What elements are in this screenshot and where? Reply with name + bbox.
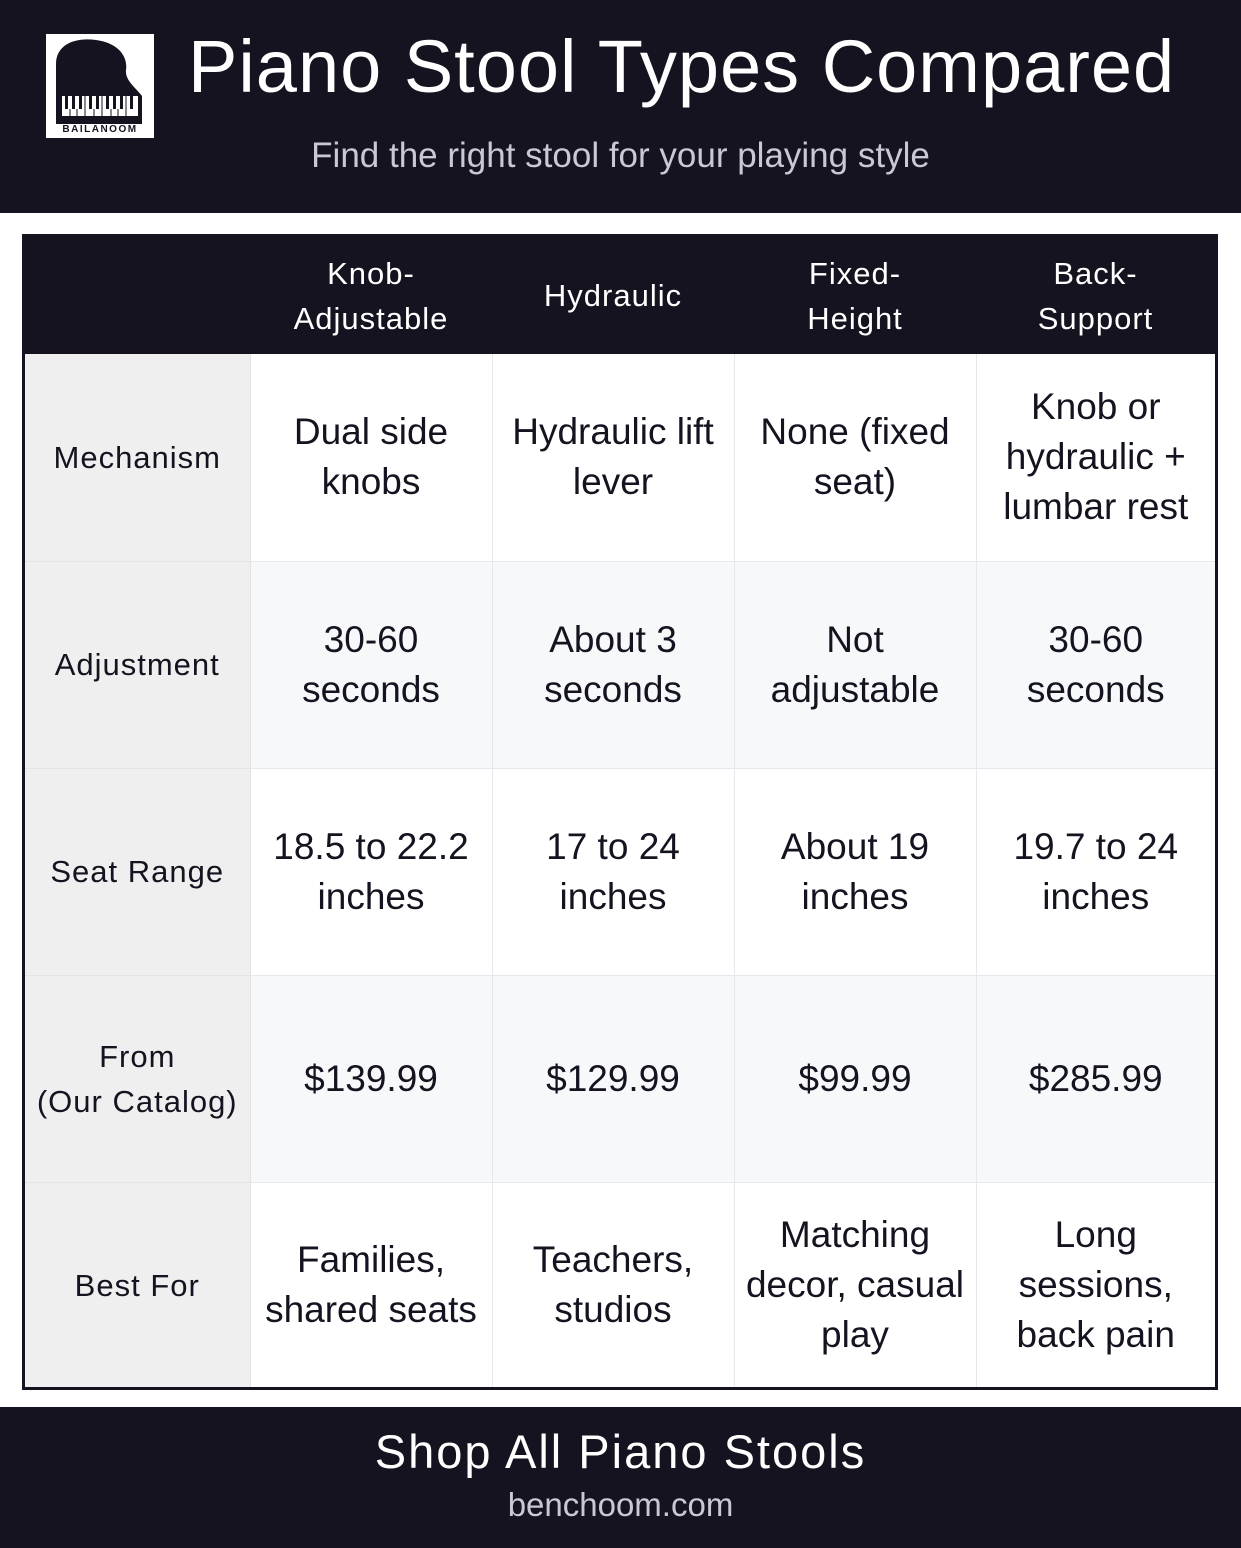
- comparison-table: [22, 234, 1218, 1390]
- table-row-adjustment: [25, 561, 1215, 768]
- column-header-knob-adjustable: Knob- Adjustable: [250, 237, 492, 354]
- price-cell: $129.99: [492, 975, 734, 1182]
- row-label-mechanism: Mechanism: [25, 354, 250, 561]
- page-subtitle: Find the right stool for your playing style: [311, 136, 930, 175]
- price-cell: $285.99: [976, 975, 1215, 1182]
- row-label-price: From (Our Catalog): [25, 975, 250, 1182]
- table-cell: Knob or hydraulic + lumbar rest: [976, 354, 1215, 561]
- table-corner-cell: [25, 237, 250, 354]
- table-cell: 30-60 seconds: [976, 561, 1215, 768]
- shop-all-link[interactable]: Shop All Piano Stools: [374, 1425, 867, 1478]
- table-cell: About 19 inches: [734, 768, 976, 975]
- table-cell: Teachers, studios: [492, 1182, 734, 1388]
- table-cell: Hydraulic lift lever: [492, 354, 734, 561]
- table-cell: Matching decor, casual play: [734, 1182, 976, 1388]
- table-row-price: [25, 975, 1215, 1182]
- price-cell: $99.99: [734, 975, 976, 1182]
- column-header-back-support: Back- Support: [976, 237, 1215, 354]
- table-cell: About 3 seconds: [492, 561, 734, 768]
- table-cell: Not adjustable: [734, 561, 976, 768]
- column-header-hydraulic: Hydraulic: [492, 237, 734, 354]
- page-title: Piano Stool Types Compared: [188, 25, 1176, 108]
- table-header-row: [25, 237, 1215, 354]
- brand-logo[interactable]: [46, 34, 154, 138]
- table-cell: None (fixed seat): [734, 354, 976, 561]
- grand-piano-icon: [46, 34, 154, 138]
- table-row-best-for: [25, 1182, 1215, 1388]
- table-cell: Long sessions, back pain: [976, 1182, 1215, 1388]
- table-cell: Dual side knobs: [250, 354, 492, 561]
- table-cell: 19.7 to 24 inches: [976, 768, 1215, 975]
- price-cell: $139.99: [250, 975, 492, 1182]
- table-cell: 18.5 to 22.2 inches: [250, 768, 492, 975]
- site-url-link[interactable]: benchoom.com: [507, 1486, 734, 1523]
- table-cell: 17 to 24 inches: [492, 768, 734, 975]
- table-cell: Families, shared seats: [250, 1182, 492, 1388]
- logo-wordmark: BAILANOOM: [62, 124, 138, 135]
- column-header-fixed-height: Fixed- Height: [734, 237, 976, 354]
- table-row-seat-range: [25, 768, 1215, 975]
- footer-banner: [0, 1407, 1241, 1548]
- table-row-mechanism: [25, 354, 1215, 561]
- row-label-seat-range: Seat Range: [25, 768, 250, 975]
- row-label-adjustment: Adjustment: [25, 561, 250, 768]
- table-cell: 30-60 seconds: [250, 561, 492, 768]
- header-banner: [0, 0, 1241, 213]
- row-label-best-for: Best For: [25, 1182, 250, 1388]
